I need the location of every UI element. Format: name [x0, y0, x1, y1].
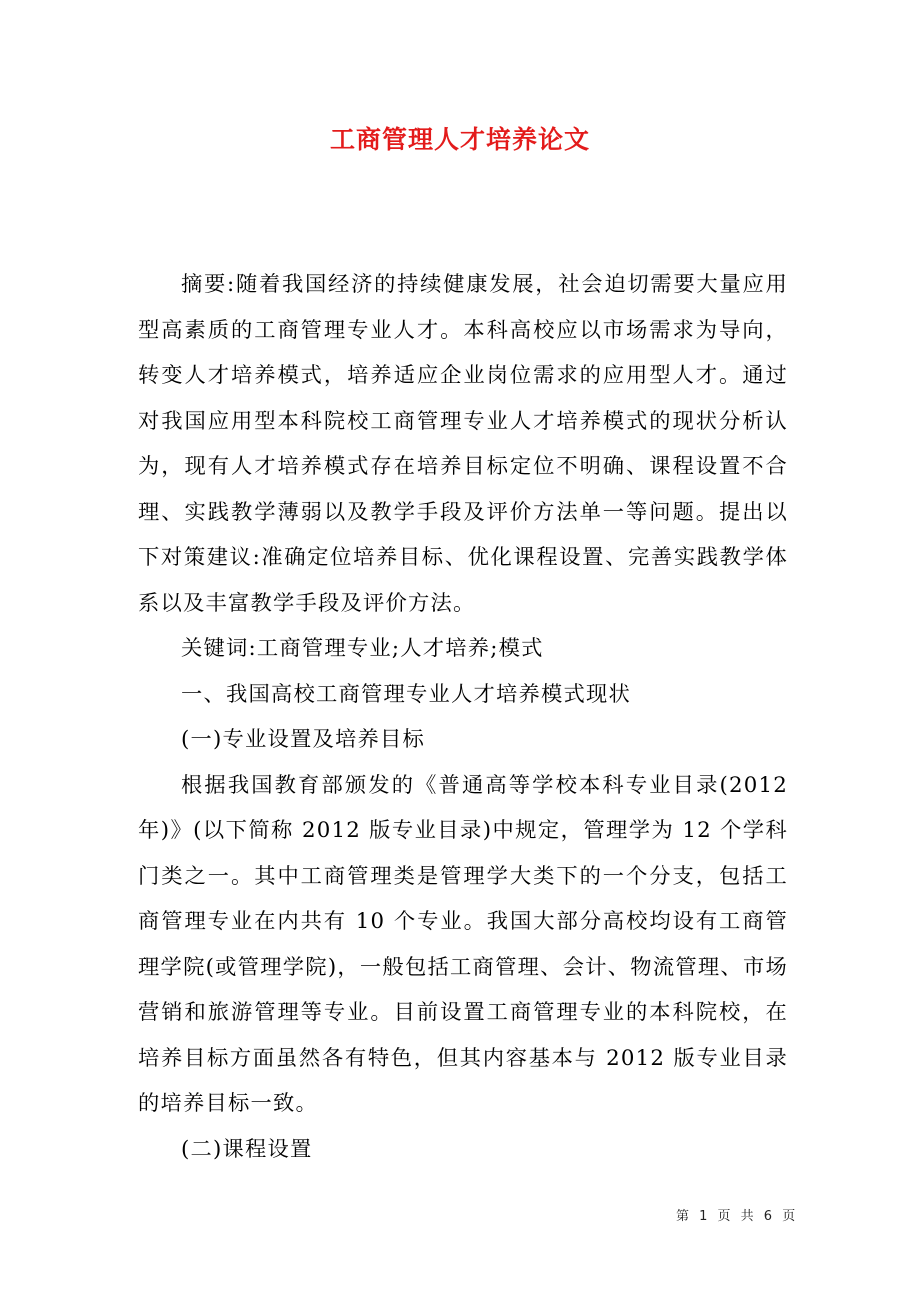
document-title: 工商管理人才培养论文: [329, 125, 590, 154]
subsection-heading-2: (二)课程设置: [181, 1136, 313, 1162]
subsection-heading-1: (一)专业设置及培养目标: [181, 727, 425, 752]
page-number: 第 1 页 共 6 页: [676, 1209, 799, 1224]
keywords-paragraph: 关键词:工商管理专业;人才培养;模式: [181, 636, 544, 661]
section-heading-1: 一、我国高校工商管理专业人才培养模式现状: [181, 681, 631, 707]
document-body: [138, 262, 788, 1172]
abstract-paragraph: 摘要:随着我国经济的持续健康发展，社会迫切需要大量应用型高素质的工商管理专业人才。本科高校应以市场需求为导向，转变人才培养模式，培养适应企业岗位需求的应用型人才。通过对我国应用型本科院校工商管理专业人才培养模式的现状分析认为，现有人才培养模式存在培养目标定位不明确、课程设置不合理、实践教学薄弱以及教学手段及评价方法单一等问题。提出以下对策建议:准确定位培养目标、优化课程设置、完善实践教学体系以及丰富教学手段及评价方法。: [138, 272, 788, 616]
body-paragraph: 根据我国教育部颁发的《普通高等学校本科专业目录(2012年)》(以下简称 2012 版专业目录)中规定，管理学为 12 个学科门类之一。其中工商管理类是管理学大类下的一个分支，包括工商管理专业在内共有 10 个专业。我国大部分高校均设有工商管理学院(或管理学院)，一般包括工商管理、会计、物流管理、市场营销和旅游管理等专业。目前设置工商管理专业的本科院校，在培养目标方面虽然各有特色，但其内容基本与 2012 版专业目录的培养目标一致。: [138, 772, 788, 1116]
